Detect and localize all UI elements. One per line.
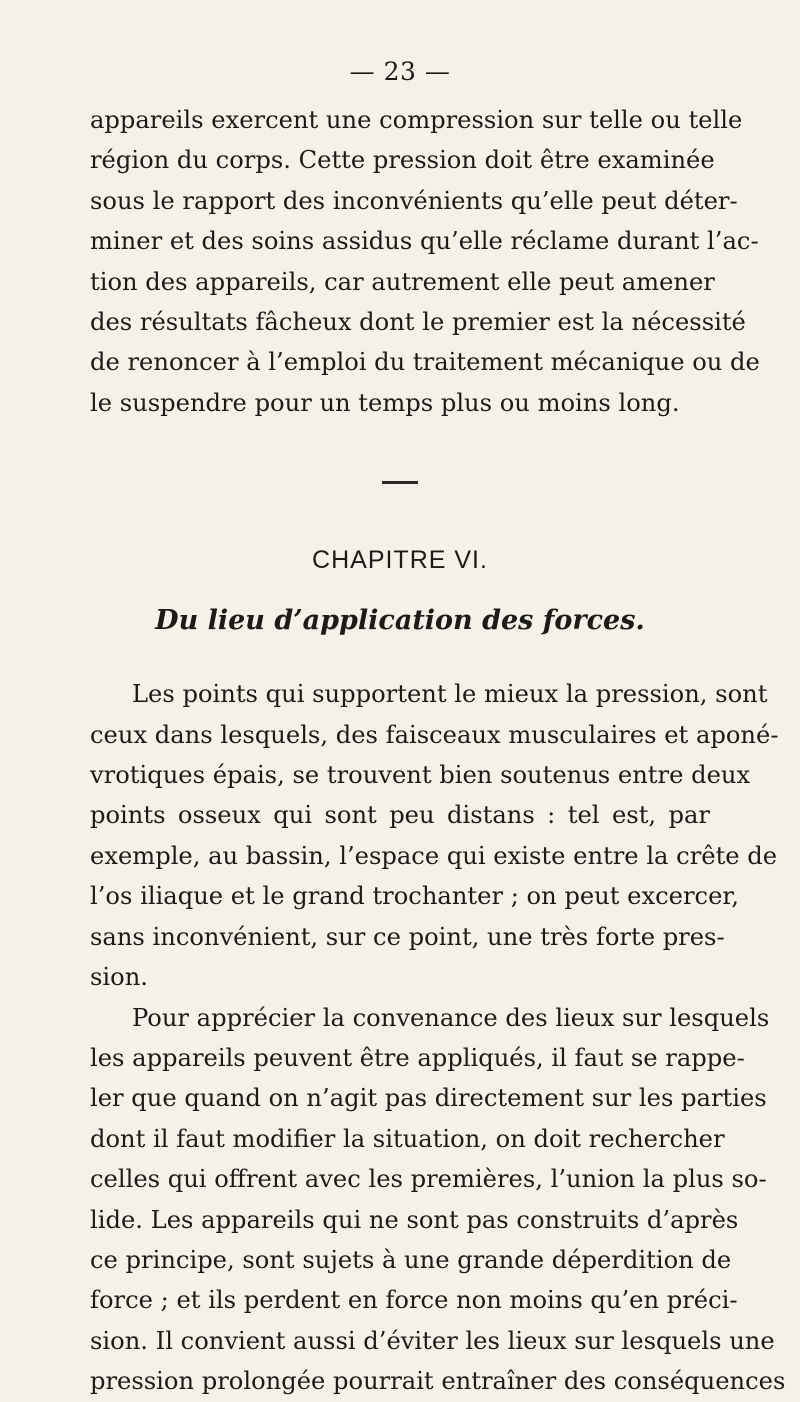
text-line: Les points qui supportent le mieux la pression, sont [132,680,768,709]
text-line: ler que quand on n’agit pas directement sur les parties [90,1084,767,1113]
text-line: force ; et ils perdent en force non moins qu’en préci- [90,1286,738,1315]
paragraph-1 [90,100,760,423]
text-line: région du corps. Cette pression doit être examinée [90,146,715,175]
text-line: celles qui offrent avec les premières, l’union la plus so- [90,1165,767,1194]
text-line: ce principe, sont sujets à une grande déperdition de [90,1245,732,1274]
text-line: de renoncer à l’emploi du traitement mécanique ou de [90,348,760,377]
text-line: des résultats fâcheux dont le premier est la nécessité [90,308,746,337]
text-line: lide. Les appareils qui ne sont pas construits d’après [90,1205,739,1234]
text-line: sion. [90,963,148,992]
text-line: miner et des soins assidus qu’elle réclame durant l’ac- [90,227,759,256]
text-line: le suspendre pour un temps plus ou moins long. [90,388,680,417]
text-line: sans inconvénient, sur ce point, une très forte pres- [90,922,725,951]
text-line: appareils exercent une compression sur telle ou telle [90,106,743,134]
section-divider [382,481,418,484]
text-line: Pour apprécier la convenance des lieux sur lesquels [132,1003,770,1032]
paragraph-3 [90,998,786,1402]
page-number: — 23 — [349,57,451,86]
text-line: tion des appareils, car autrement elle peut amener [90,267,715,296]
text-line: pression prolongée pourrait entraîner des conséquences [90,1367,786,1396]
text-line: les appareils peuvent être appliqués, il faut se rappe- [90,1043,745,1072]
text-line: ceux dans lesquels, des faisceaux musculaires et aponé- [90,720,779,749]
text-line: l’os iliaque et le grand trochanter ; on peut excercer, [90,882,739,911]
text-line: sous le rapport des inconvénients qu’elle peut déter- [90,186,738,215]
text-line: points osseux qui sont peu distans : tel est, par [90,801,710,830]
text-line: sion. Il convient aussi d’éviter les lieux sur lesquels une [90,1326,775,1355]
text-line: vrotiques épais, se trouvent bien soutenus entre deux [90,761,751,790]
chapter-title: Du lieu d’application des forces. [155,605,645,637]
chapter-heading: CHAPITRE VI. [312,546,488,575]
paragraph-2 [90,674,779,997]
text-line: dont il faut modifier la situation, on doit rechercher [90,1124,725,1153]
text-line: exemple, au bassin, l’espace qui existe entre la crête de [90,841,778,870]
